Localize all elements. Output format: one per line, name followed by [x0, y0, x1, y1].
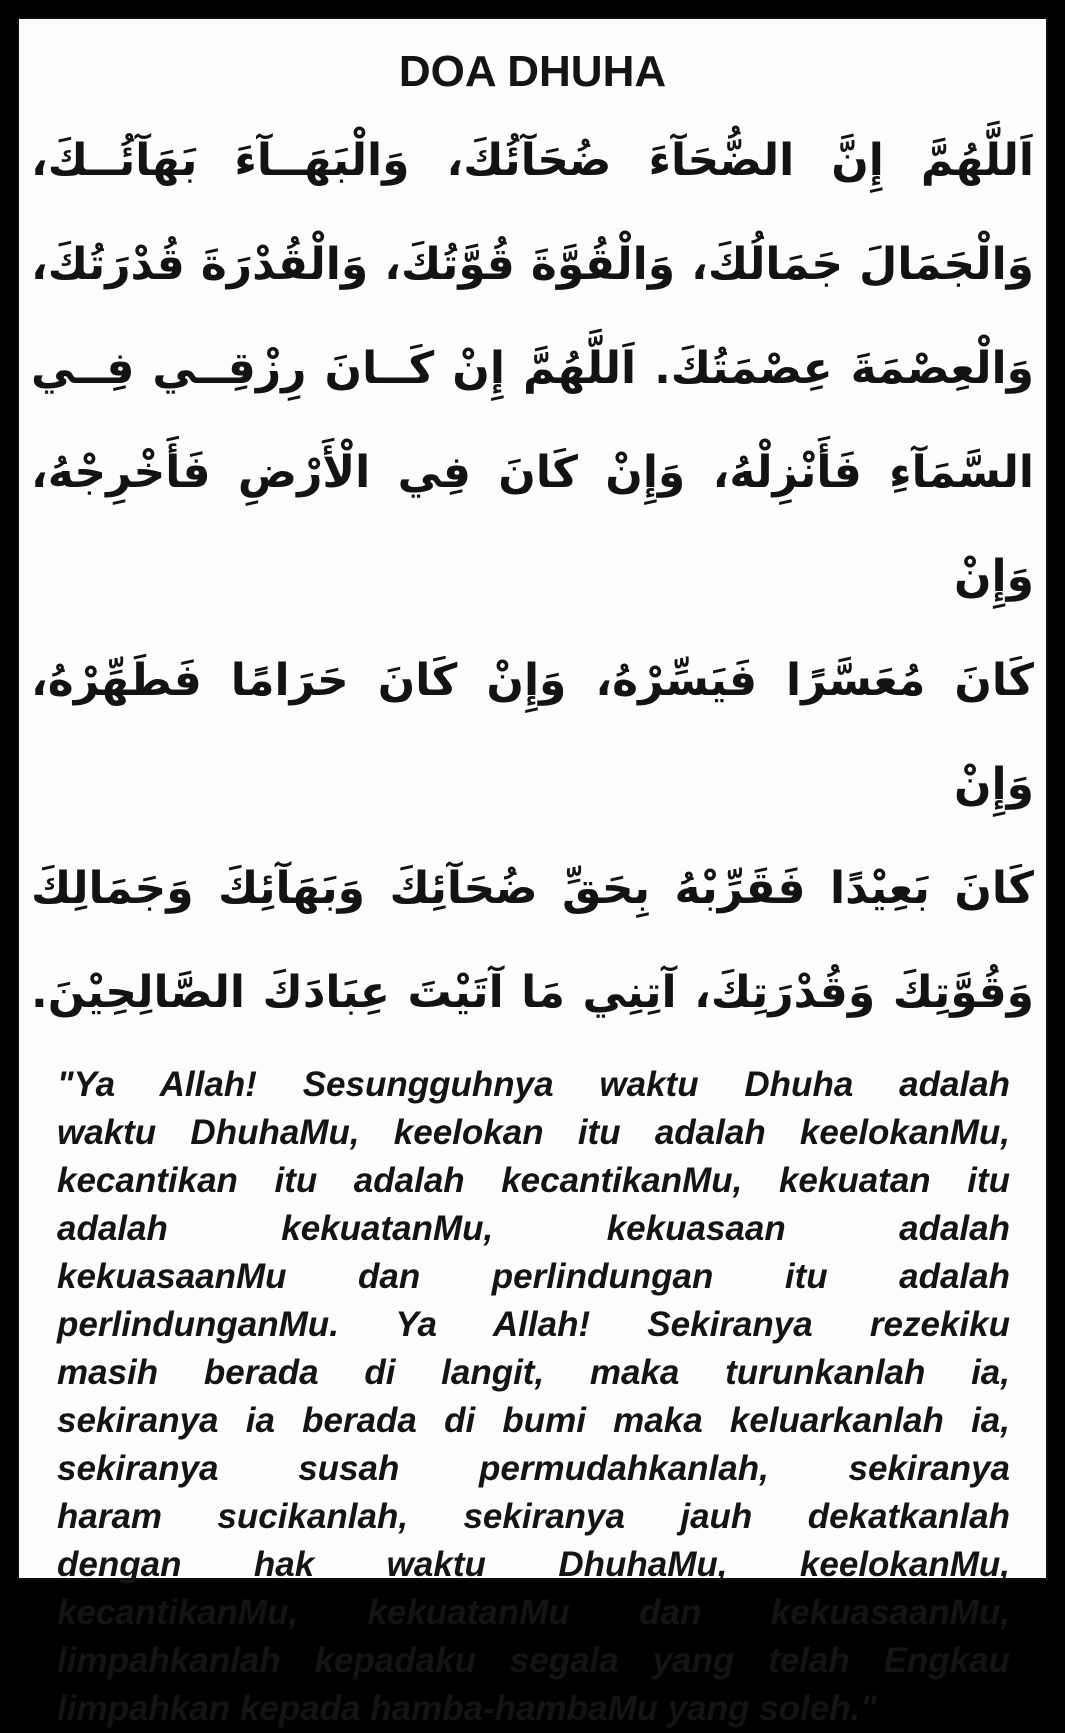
- translation-line: masih berada di langit, maka turunkanlah ia,: [57, 1353, 1010, 1392]
- arabic-line: كَانَ مُعَسَّرًا فَيَسِّرْهُ، وَإِنْ كَانَ حَرَامًا فَطَهِّرْهُ، وَإِنْ: [31, 655, 1034, 810]
- translation-line: kecantikan itu adalah kecantikanMu, kekuatan itu: [57, 1161, 1010, 1200]
- translation-line: perlindunganMu. Ya Allah! Sekiranya rezekiku: [57, 1305, 1010, 1344]
- arabic-prayer-block: [19, 109, 1046, 1045]
- translation-line: haram sucikanlah, sekiranya jauh dekatkanlah: [57, 1497, 1010, 1536]
- arabic-line: وَالْعِصْمَةَ عِصْمَتُكَ. اَللَّهُمَّ إِنْ كَــانَ رِزْقِــي فِــي: [31, 343, 1034, 394]
- translation-line: sekiranya susah permudahkanlah, sekiranya: [57, 1449, 1010, 1488]
- indonesian-translation-block: [19, 1061, 1046, 1733]
- arabic-line: وَالْجَمَالَ جَمَالُكَ، وَالْقُوَّةَ قُوَّتُكَ، وَالْقُدْرَةَ قُدْرَتُكَ،: [31, 239, 1034, 290]
- arabic-line: السَّمَآءِ فَأَنْزِلْهُ، وَإِنْ كَانَ فِي الْأَرْضِ فَأَخْرِجْهُ، وَإِنْ: [31, 447, 1034, 602]
- arabic-line: كَانَ بَعِيْدًا فَقَرِّبْهُ بِحَقِّ ضُحَآئِكَ وَبَهَآئِكَ وَجَمَالِكَ: [31, 863, 1034, 914]
- prayer-card-panel: [17, 17, 1048, 1728]
- translation-line: "Ya Allah! Sesungguhnya waktu Dhuha adalah: [57, 1065, 1010, 1104]
- arabic-line: وَقُوَّتِكَ وَقُدْرَتِكَ، آتِنِي مَا آتَيْتَ عِبَادَكَ الصَّالِحِيْنَ.: [31, 967, 1034, 1018]
- page-title: DOA DHUHA: [398, 47, 667, 96]
- translation-line: kekuasaanMu dan perlindungan itu adalah: [57, 1257, 1010, 1296]
- translation-line: kecantikanMu, kekuatanMu dan kekuasaanMu,: [57, 1593, 1010, 1632]
- translation-line: limpahkan kepada hamba-hambaMu yang soleh.": [57, 1689, 877, 1728]
- translation-line: waktu DhuhaMu, keelokan itu adalah keelokanMu,: [57, 1113, 1010, 1152]
- translation-line: adalah kekuatanMu, kekuasaan adalah: [57, 1209, 1010, 1248]
- translation-line: dengan hak waktu DhuhaMu, keelokanMu,: [57, 1545, 1010, 1584]
- arabic-line: اَللَّهُمَّ إِنَّ الضُّحَآءَ ضُحَآئُكَ، وَالْبَهَــآءَ بَهَآئُــكَ،: [31, 135, 1034, 186]
- translation-line: limpahkanlah kepadaku segala yang telah Engkau: [57, 1641, 1010, 1680]
- translation-line: sekiranya ia berada di bumi maka keluarkanlah ia,: [57, 1401, 1010, 1440]
